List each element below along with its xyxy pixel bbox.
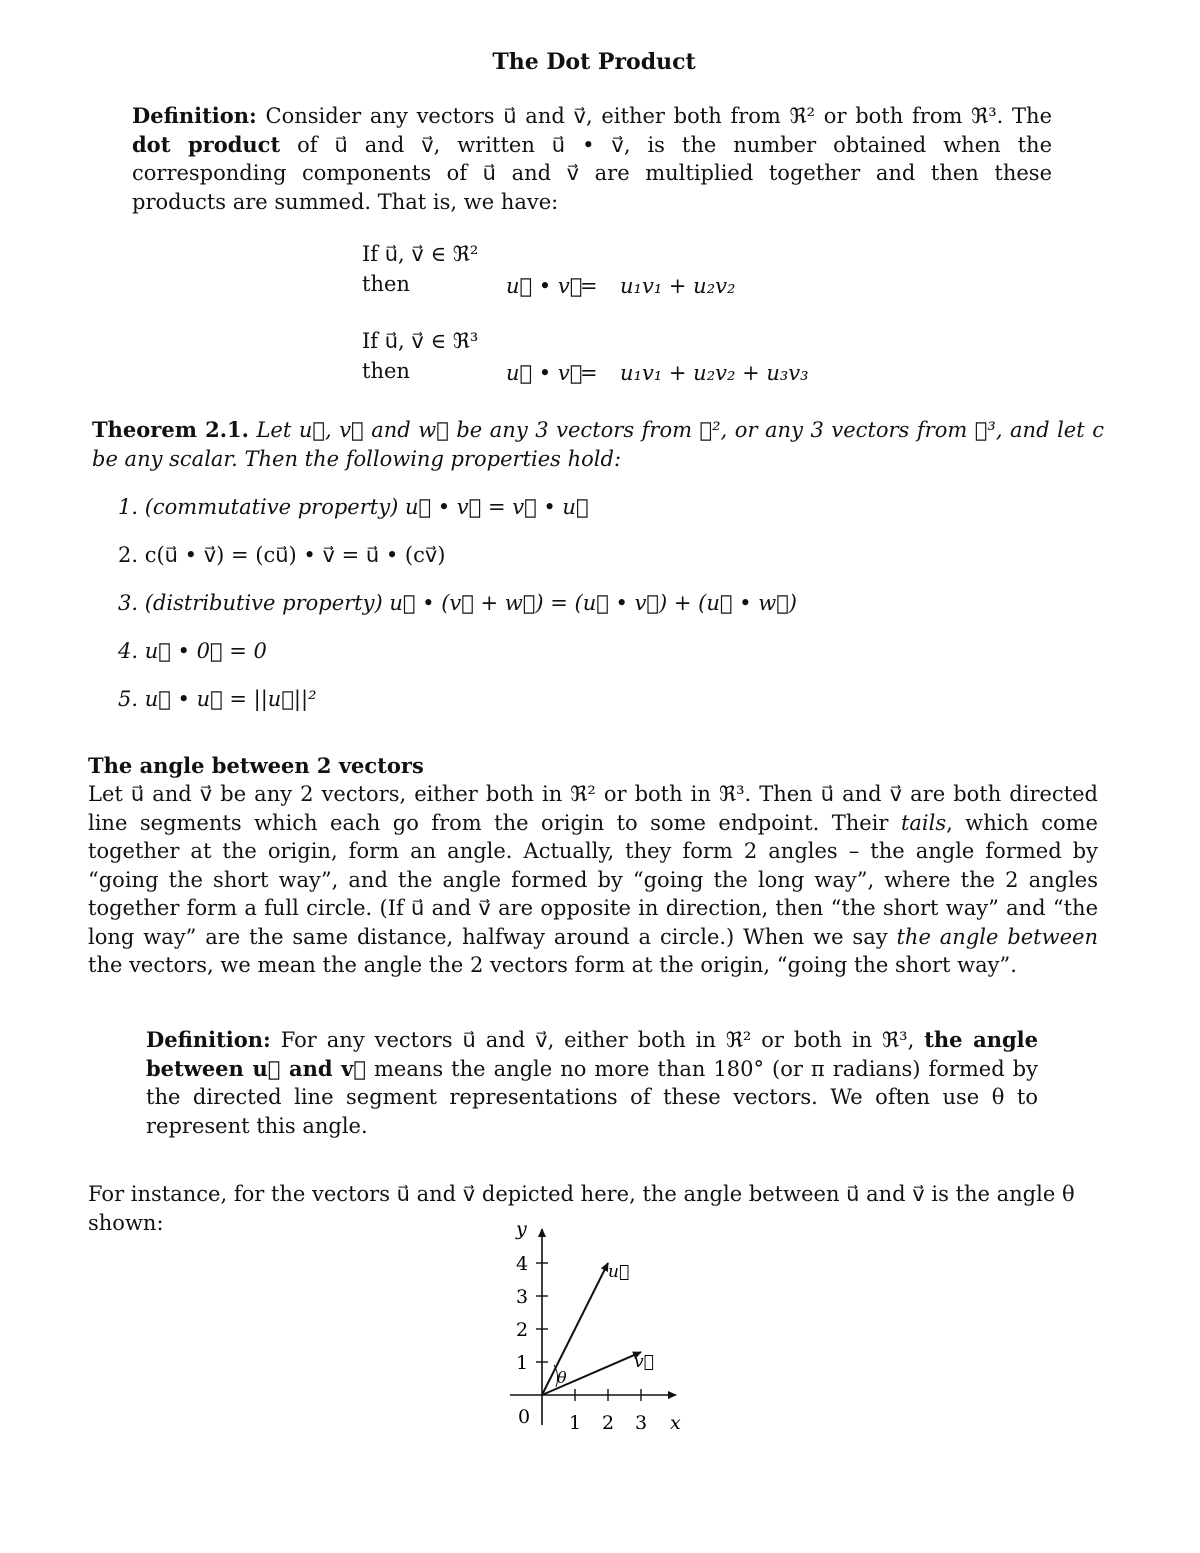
origin-label: 0 <box>518 1406 531 1428</box>
theorem-2-1 <box>92 416 1104 473</box>
formula-1-then: then <box>362 272 410 296</box>
property-5: 5. u⃗ • u⃗ = ||u⃗||² <box>118 687 317 711</box>
formula-1-condition: If u⃗, v⃗ ∈ ℜ² <box>362 242 479 266</box>
formula-2-then: then <box>362 359 410 383</box>
page-title: The Dot Product <box>492 49 696 75</box>
formula-1-lhs: u⃗ • v⃗ <box>506 274 583 298</box>
x-axis-label: x <box>670 1412 681 1434</box>
definition2-text-1: For any vectors u⃗ and v⃗, either both in ℜ² or both in ℜ³, <box>280 1028 915 1052</box>
theorem-label: Theorem 2.1. <box>92 417 249 442</box>
y-tick-label: 2 <box>516 1319 529 1341</box>
formula-2-eq: = <box>580 361 598 385</box>
definition2-text-2: means the angle no more than 180° (or π radians) formed by the directed line segment representations of these vectors. We often use θ to represent this angle. <box>146 1056 1038 1138</box>
formula-2-condition: If u⃗, v⃗ ∈ ℜ³ <box>362 329 479 353</box>
y-tick-label: 1 <box>516 1352 529 1374</box>
theta-label: θ <box>557 1368 567 1387</box>
x-tick-label: 3 <box>635 1412 648 1434</box>
angle-phrase: the angle between <box>896 924 1098 949</box>
definition2-label: Definition: <box>146 1027 271 1052</box>
y-axis-label: y <box>516 1218 527 1240</box>
formula-1-rhs: u₁v₁ + u₂v₂ <box>620 274 736 298</box>
definition-angle <box>146 1026 1038 1140</box>
property-1: 1. (commutative property) u⃗ • v⃗ = v⃗ • u⃗ <box>118 495 589 519</box>
section-text-3: the vectors, we mean the angle the 2 vectors form at the origin, “going the short way”. <box>88 953 1017 977</box>
x-tick-label: 1 <box>569 1412 582 1434</box>
vector-u <box>542 1263 608 1395</box>
formula-2-lhs: u⃗ • v⃗ <box>506 361 583 385</box>
y-tick-label: 3 <box>516 1286 529 1308</box>
y-tick-label: 4 <box>516 1253 529 1275</box>
theorem-text: Let u⃗, v⃗ and w⃗ be any 3 vectors from ℜ², or any 3 vectors from ℜ³, and let c be any scalar. Then the following properties hold: <box>92 418 1104 471</box>
definition-label: Definition: <box>132 103 257 128</box>
section-text-2: , which come together at the origin, form an angle. Actually, they form 2 angles – the angle formed by “going the short way”, and the angle formed by “going the long way”, where the 2 angles together form a full circle. (If u⃗ and v⃗ are opposite in direction, then “the short way” and “the long way” are the same distance, halfway around a circle.) When we say <box>88 810 1098 949</box>
formula-2-rhs: u₁v₁ + u₂v₂ + u₃v₃ <box>620 361 809 385</box>
u-label: u⃗ <box>608 1262 630 1282</box>
x-tick-label: 2 <box>602 1412 615 1434</box>
section-heading: The angle between 2 vectors <box>88 753 424 778</box>
definition-term: dot product <box>132 131 281 157</box>
property-4: 4. u⃗ • 0⃗ = 0 <box>118 639 267 663</box>
section-text-1: Let u⃗ and v⃗ be any 2 vectors, either both in ℜ² or both in ℜ³. Then u⃗ and v⃗ are both directed line segments which each go from the origin to some endpoint. Their <box>88 782 1098 835</box>
formula-1-eq: = <box>580 274 598 298</box>
instance-sentence: For instance, for the vectors u⃗ and v⃗ depicted here, the angle between u⃗ and v⃗ is the angle θ shown: <box>88 1182 1075 1235</box>
definition-text-2: of u⃗ and v⃗, written u⃗ • v⃗, is the number obtained when the corresponding components of u⃗ and v⃗ are multiplied together and then these products are summed. That is, we have: <box>132 132 1052 214</box>
definition-text-1: Consider any vectors u⃗ and v⃗, either both from ℜ² or both from ℜ³. The <box>265 104 1052 128</box>
definition2-term: the angle between u⃗ and v⃗ <box>146 1027 1038 1081</box>
property-3: 3. (distributive property) u⃗ • (v⃗ + w⃗) = (u⃗ • v⃗) + (u⃗ • w⃗) <box>118 591 798 615</box>
definition-dot-product <box>132 102 1052 216</box>
section-body <box>88 780 1098 980</box>
tails-word: tails <box>900 810 947 835</box>
v-label: v⃗ <box>634 1352 654 1372</box>
property-2: 2. c(u⃗ • v⃗) = (cu⃗) • v⃗ = u⃗ • (cv⃗) <box>118 543 446 567</box>
vector-angle-figure <box>490 1215 700 1445</box>
